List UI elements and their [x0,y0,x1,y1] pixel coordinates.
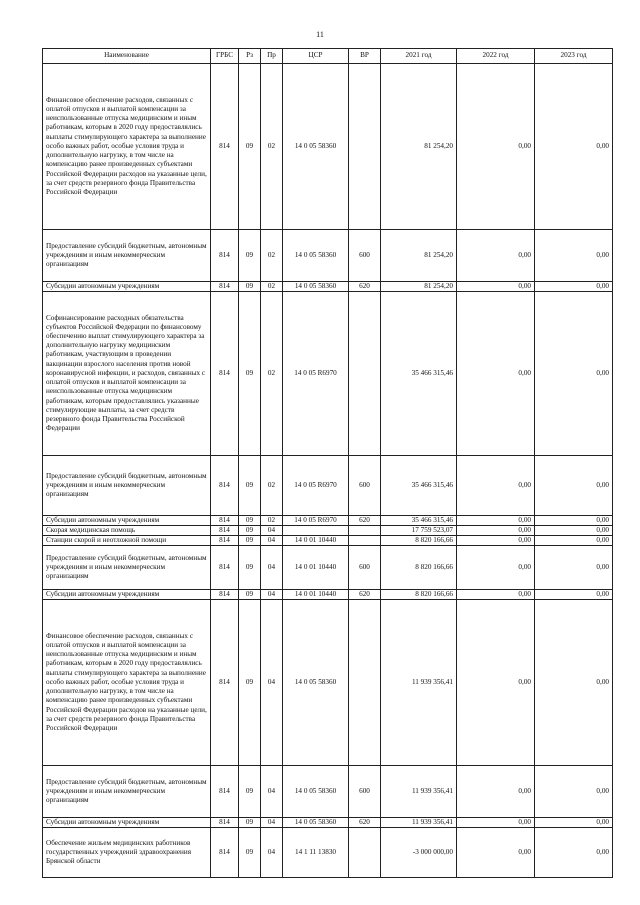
table-row [43,526,613,536]
row-2022: 0,00 [457,282,535,292]
page-number: 11 [316,30,324,39]
row-pr: 04 [261,536,283,546]
row-2023: 0,00 [535,516,613,526]
table-row [43,456,613,516]
row-vr: 600 [349,546,381,590]
row-2021: -3 000 000,00 [381,828,457,878]
row-grbs: 814 [211,516,239,526]
row-vr [349,292,381,456]
row-2022: 0,00 [457,828,535,878]
row-vr [349,828,381,878]
row-2022: 0,00 [457,516,535,526]
row-2021: 8 820 166,66 [381,546,457,590]
row-rz: 09 [239,64,261,230]
table-row [43,516,613,526]
header-csr: ЦСР [283,49,349,64]
row-2023: 0,00 [535,292,613,456]
row-2023: 0,00 [535,456,613,516]
row-vr [349,600,381,766]
row-vr [349,526,381,536]
row-2022: 0,00 [457,818,535,828]
row-grbs: 814 [211,766,239,818]
row-csr: 14 0 05 58360 [283,766,349,818]
row-name: Финансовое обеспечение расходов, связанных с оплатой отпусков и выплатой компенсации за неиспользованные отпуска медицинским и иным работникам, которым в 2020 году предоставлялись выплаты стимулирующего характера за выполнение особо важных работ, особые условия труда и дополнительную нагрузку, в том числе на компенсацию ранее произведенных субъектами Российской Федерации расходов на указанные цели, за счет средств резервного фонда Правительства Российской Федерации [43,64,211,230]
row-grbs: 814 [211,828,239,878]
header-2023: 2023 год [535,49,613,64]
row-grbs: 814 [211,526,239,536]
row-pr: 04 [261,590,283,600]
row-name: Обеспечение жильем медицинских работников государственных учреждений здравоохранения Брянской области [43,828,211,878]
row-csr: 14 0 01 10440 [283,546,349,590]
row-pr: 04 [261,766,283,818]
header-vr: ВР [349,49,381,64]
row-rz: 09 [239,526,261,536]
table-row [43,546,613,590]
header-name: Наименование [43,49,211,64]
row-csr [283,526,349,536]
row-2022: 0,00 [457,230,535,282]
row-grbs: 814 [211,536,239,546]
row-csr: 14 0 05 58360 [283,64,349,230]
row-pr: 04 [261,526,283,536]
row-2022: 0,00 [457,536,535,546]
row-name: Субсидии автономным учреждениям [43,282,211,292]
row-2022: 0,00 [457,766,535,818]
row-2021: 81 254,20 [381,64,457,230]
row-vr: 620 [349,516,381,526]
row-2023: 0,00 [535,600,613,766]
header-pr: Пр [261,49,283,64]
row-vr: 600 [349,766,381,818]
row-rz: 09 [239,828,261,878]
row-grbs: 814 [211,64,239,230]
row-name: Субсидии автономным учреждениям [43,818,211,828]
row-2021: 11 939 356,41 [381,766,457,818]
row-pr: 02 [261,64,283,230]
row-vr: 600 [349,230,381,282]
row-csr: 14 0 05 58360 [283,818,349,828]
row-2022: 0,00 [457,600,535,766]
row-2022: 0,00 [457,64,535,230]
row-csr: 14 0 05 R6970 [283,456,349,516]
row-2023: 0,00 [535,64,613,230]
table-row [43,230,613,282]
row-rz: 09 [239,230,261,282]
row-grbs: 814 [211,230,239,282]
row-2022: 0,00 [457,546,535,590]
row-name: Финансовое обеспечение расходов, связанных с оплатой отпусков и выплатой компенсации за неиспользованные отпуска медицинским и иным работникам, которым в 2020 году предоставлялись выплаты стимулирующего характера за выполнение особо важных работ, особые условия труда и дополнительную нагрузку, в том числе на компенсацию ранее произведенных субъектами Российской Федерации расходов на указанные цели, за счет средств резервного фонда Правительства Российской Федерации [43,600,211,766]
row-2021: 17 759 523,07 [381,526,457,536]
row-vr: 600 [349,456,381,516]
row-csr: 14 0 05 58360 [283,600,349,766]
row-2021: 81 254,20 [381,282,457,292]
header-grbs: ГРБС [211,49,239,64]
table-row [43,818,613,828]
row-grbs: 814 [211,282,239,292]
header-rz: Рз [239,49,261,64]
row-pr: 04 [261,546,283,590]
budget-table [42,48,613,878]
row-pr: 02 [261,456,283,516]
row-2021: 8 820 166,66 [381,536,457,546]
table-row [43,64,613,230]
row-name: Станции скорой и неотложной помощи [43,536,211,546]
row-rz: 09 [239,818,261,828]
row-pr: 04 [261,600,283,766]
table-row [43,292,613,456]
row-name: Предоставление субсидий бюджетным, автономным учреждениям и иным некоммерческим организациям [43,766,211,818]
row-2023: 0,00 [535,818,613,828]
row-pr: 04 [261,828,283,878]
row-pr: 02 [261,282,283,292]
row-vr: 620 [349,282,381,292]
row-rz: 09 [239,600,261,766]
row-2023: 0,00 [535,536,613,546]
row-grbs: 814 [211,456,239,516]
row-2023: 0,00 [535,282,613,292]
row-2021: 35 466 315,46 [381,456,457,516]
row-csr: 14 0 05 R6970 [283,292,349,456]
row-csr: 14 0 01 10440 [283,536,349,546]
row-2022: 0,00 [457,526,535,536]
table-row [43,590,613,600]
row-2021: 81 254,20 [381,230,457,282]
row-rz: 09 [239,282,261,292]
row-2022: 0,00 [457,456,535,516]
row-rz: 09 [239,546,261,590]
row-csr: 14 0 01 10440 [283,590,349,600]
row-name: Предоставление субсидий бюджетным, автономным учреждениям и иным некоммерческим организациям [43,456,211,516]
row-pr: 02 [261,292,283,456]
row-vr [349,536,381,546]
row-rz: 09 [239,456,261,516]
row-grbs: 814 [211,818,239,828]
row-vr: 620 [349,818,381,828]
row-2021: 11 939 356,41 [381,600,457,766]
row-2023: 0,00 [535,590,613,600]
row-csr: 14 0 05 R6970 [283,516,349,526]
row-2023: 0,00 [535,828,613,878]
row-name: Субсидии автономным учреждениям [43,516,211,526]
row-pr: 04 [261,818,283,828]
row-name: Предоставление субсидий бюджетным, автономным учреждениям и иным некоммерческим организациям [43,546,211,590]
row-name: Субсидии автономным учреждениям [43,590,211,600]
row-grbs: 814 [211,590,239,600]
table-row [43,766,613,818]
row-2022: 0,00 [457,292,535,456]
row-2021: 35 466 315,46 [381,292,457,456]
row-vr: 620 [349,590,381,600]
row-grbs: 814 [211,546,239,590]
header-2022: 2022 год [457,49,535,64]
header-2021: 2021 год [381,49,457,64]
row-csr: 14 1 11 13830 [283,828,349,878]
row-rz: 09 [239,292,261,456]
row-csr: 14 0 05 58360 [283,282,349,292]
table-row [43,828,613,878]
row-pr: 02 [261,516,283,526]
row-vr [349,64,381,230]
row-2021: 8 820 166,66 [381,590,457,600]
table-row [43,536,613,546]
row-2023: 0,00 [535,546,613,590]
row-name: Предоставление субсидий бюджетным, автономным учреждениям и иным некоммерческим организациям [43,230,211,282]
table-row [43,282,613,292]
row-csr: 14 0 05 58360 [283,230,349,282]
row-grbs: 814 [211,292,239,456]
row-2021: 35 466 315,46 [381,516,457,526]
row-rz: 09 [239,536,261,546]
row-rz: 09 [239,590,261,600]
row-2023: 0,00 [535,526,613,536]
row-rz: 09 [239,766,261,818]
row-2022: 0,00 [457,590,535,600]
row-2023: 0,00 [535,230,613,282]
row-rz: 09 [239,516,261,526]
row-2023: 0,00 [535,766,613,818]
table-row [43,600,613,766]
row-2021: 11 939 356,41 [381,818,457,828]
row-name: Софинансирование расходных обязательства субъектов Российской Федерации по финансовому обеспечению выплат стимулирующего характера за дополнительную нагрузку медицинским работникам, участвующим в проведении вакцинации взрослого населения против новой коронавирусной инфекции, и расходов, связанных с оплатой отпусков и выплатой компенсации за неиспользованные отпуска медицинским работникам, которым предоставлялись указанные стимулирующие выплаты, за счет средств резервного фонда Правительства Российской Федерации [43,292,211,456]
row-grbs: 814 [211,600,239,766]
row-name: Скорая медицинская помощь [43,526,211,536]
row-pr: 02 [261,230,283,282]
table-header-row [43,49,613,64]
